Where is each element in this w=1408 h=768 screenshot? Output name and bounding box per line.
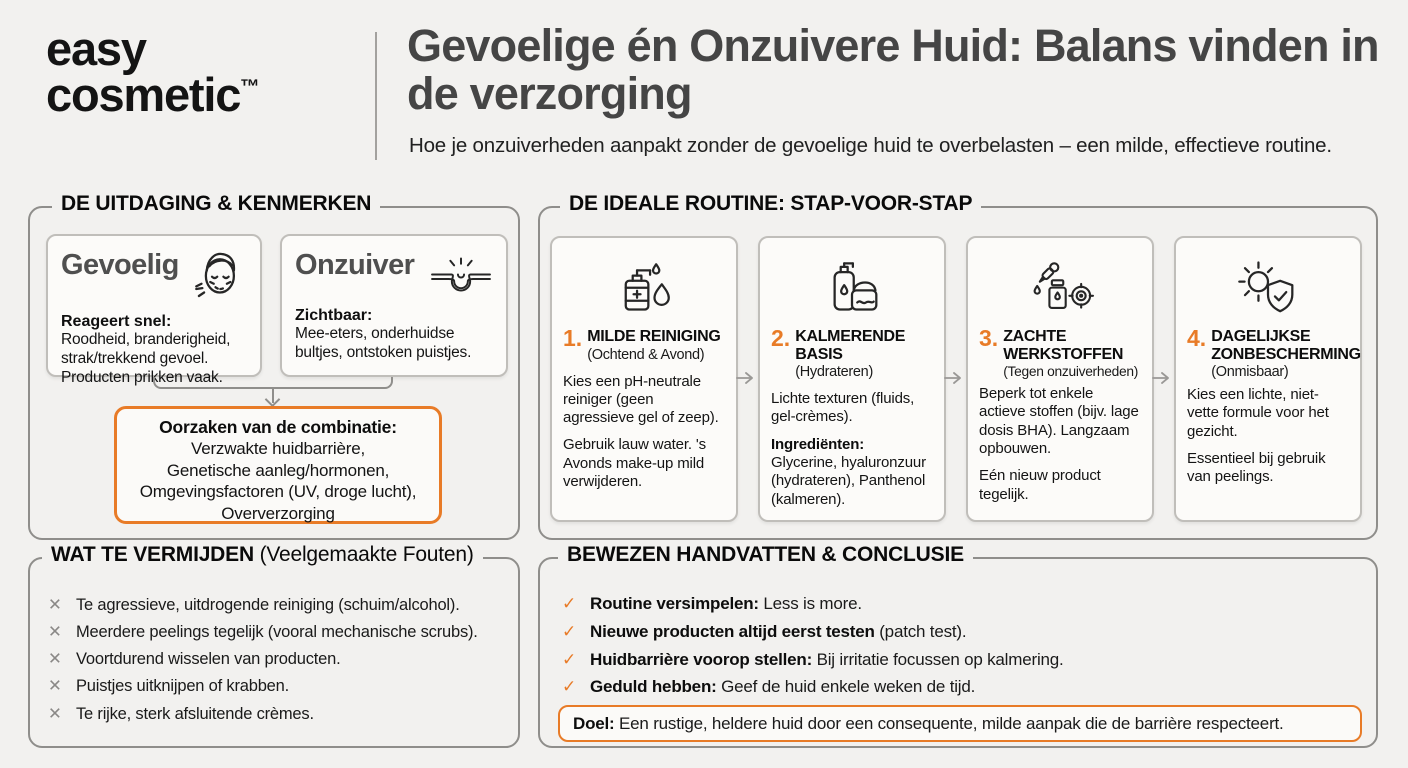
arrow-right-icon <box>736 371 758 390</box>
step-number: 2. <box>771 325 791 351</box>
causes-box <box>114 406 442 524</box>
check-icon: ✓ <box>562 677 577 697</box>
step-number: 3. <box>979 325 999 351</box>
card-sensitive-lead: Reageert snel: <box>61 313 172 330</box>
avoid-item: ✕ Te rijke, sterk afsluitende crèmes. <box>48 704 314 723</box>
step-paragraph: Eén nieuw product tegelijk. <box>979 467 1101 503</box>
card-impure-lead: Zichtbaar: <box>295 307 373 324</box>
step-card-3 <box>966 236 1154 522</box>
section-challenge <box>28 192 520 540</box>
step-title: DAGELIJKSE ZONBESCHERMING <box>1211 328 1361 363</box>
step-card-2 <box>758 236 946 522</box>
x-icon: ✕ <box>48 677 62 696</box>
section-routine-title: DE IDEALE ROUTINE: STAP-VOOR-STAP <box>560 192 981 216</box>
section-routine <box>538 192 1378 540</box>
arrow-right-icon <box>1152 371 1174 390</box>
arrow-down-icon <box>265 392 281 408</box>
brand-logo <box>46 22 260 122</box>
merge-connector <box>153 377 393 389</box>
step-paragraph: Beperk tot enkele actieve stoffen (bijv. lage dosis BHA). Langzaam opbouwen. <box>979 385 1139 458</box>
conclusion-item: ✓ Huidbarrière voorop stellen: Bij irritatie focussen op kalmering. <box>562 649 1064 669</box>
step-paragraph: Gebruik lauw water. 's Avonds make-up mild verwijderen. <box>563 436 706 491</box>
step-card-1 <box>550 236 738 522</box>
sensitive-face-icon <box>191 245 247 310</box>
avoid-item: ✕ Meerdere peelings tegelijk (vooral mechanische scrubs). <box>48 623 478 642</box>
causes-line: Oververzorging <box>221 503 335 523</box>
x-icon: ✕ <box>48 623 62 642</box>
step-lead-body: Glycerine, hyaluronzuur (hydrateren), Panthenol (kalmeren). <box>771 454 926 508</box>
avoid-item: ✕ Voortdurend wisselen van producten. <box>48 650 341 669</box>
conclusion-item: ✓ Routine versimpelen: Less is more. <box>562 594 862 613</box>
dropper-target-icon <box>968 248 1152 324</box>
conclusion-list <box>540 559 1376 698</box>
page-subtitle: Hoe je onzuiverheden aanpakt zonder de gevoelige huid te overbelasten – een milde, effectieve routine. <box>409 134 1332 157</box>
card-impure-body: Mee-eters, onderhuidse bultjes, ontstoken puistjes. <box>295 325 472 361</box>
header-divider <box>375 32 377 160</box>
section-conclusion <box>538 543 1378 748</box>
step-subtitle: (Onmisbaar) <box>1211 364 1289 381</box>
step-paragraph <box>771 436 933 509</box>
causes-line: Verzwakte huidbarrière, <box>191 439 365 458</box>
section-conclusion-title: BEWEZEN HANDVATTEN & CONCLUSIE <box>558 543 973 567</box>
logo-line2: cosmetic™ <box>46 68 260 122</box>
section-challenge-title: DE UITDAGING & KENMERKEN <box>52 192 380 216</box>
lotion-cream-jar-icon <box>760 248 944 324</box>
step-subtitle: (Ochtend & Avond) <box>587 346 705 363</box>
causes-title: Oorzaken van de combinatie: <box>159 417 397 437</box>
step-title: ZACHTE WERKSTOFFEN <box>1003 328 1124 363</box>
check-icon: ✓ <box>562 649 577 669</box>
check-icon: ✓ <box>562 594 577 613</box>
clogged-pore-icon <box>429 253 493 304</box>
step-title: KALMERENDE BASIS <box>795 328 906 363</box>
x-icon: ✕ <box>48 650 62 669</box>
x-icon: ✕ <box>48 596 62 614</box>
conclusion-item: ✓ Nieuwe producten altijd eerst testen (patch test). <box>562 621 967 641</box>
step-paragraph: Essentieel bij gebruik van peelings. <box>1187 450 1326 486</box>
card-sensitive-body: Roodheid, branderigheid, strak/trekkend gevoel. Producten prikken vaak. <box>61 331 231 386</box>
card-impure <box>280 234 508 377</box>
section-avoid-title: WAT TE VERMIJDEN (Veelgemaakte Fouten) <box>42 543 483 567</box>
causes-line: Genetische aanleg/hormonen, <box>166 460 390 480</box>
step-card-4 <box>1174 236 1362 522</box>
goal-box: Doel: Een rustige, heldere huid door een consequente, milde aanpak die de barrière respecteert. <box>558 705 1362 742</box>
card-impure-title: Onzuiver <box>295 249 415 281</box>
sun-shield-icon <box>1176 248 1360 324</box>
trademark-symbol: ™ <box>240 76 260 99</box>
step-subtitle: (Hydrateren) <box>795 364 873 381</box>
step-number: 4. <box>1187 325 1207 351</box>
step-number: 1. <box>563 325 583 351</box>
step-paragraph: Kies een pH-neutrale reiniger (geen agressieve gel of zeep). <box>563 372 719 427</box>
avoid-item: ✕ Te agressieve, uitdrogende reiniging (schuim/alcohol). <box>48 596 460 614</box>
step-paragraph: Kies een lichte, niet-vette formule voor het gezicht. <box>1187 386 1329 440</box>
section-avoid <box>28 543 520 748</box>
conclusion-item: ✓ Geduld hebben: Geef de huid enkele weken de tijd. <box>562 677 976 697</box>
causes-line: Omgevingsfactoren (UV, droge lucht), <box>139 482 417 502</box>
step-lead: Ingrediënten: <box>771 435 865 453</box>
card-sensitive-title: Gevoelig <box>61 249 179 281</box>
arrow-right-icon <box>944 371 966 390</box>
check-icon: ✓ <box>562 621 577 641</box>
soap-pump-droplet-icon <box>552 248 736 324</box>
step-title: MILDE REINIGING <box>587 328 721 345</box>
x-icon: ✕ <box>48 704 62 723</box>
step-subtitle: (Tegen onzuiverheden) <box>1003 364 1139 380</box>
avoid-list <box>30 559 518 724</box>
avoid-item: ✕ Puistjes uitknijpen of krabben. <box>48 677 290 696</box>
step-paragraph: Lichte texturen (fluids, gel-crèmes). <box>771 390 915 426</box>
page-title: Gevoelige én Onzuivere Huid: Balans vinden in de verzorging <box>407 20 1379 120</box>
logo-line1: easy <box>46 22 146 75</box>
card-sensitive <box>46 234 262 386</box>
